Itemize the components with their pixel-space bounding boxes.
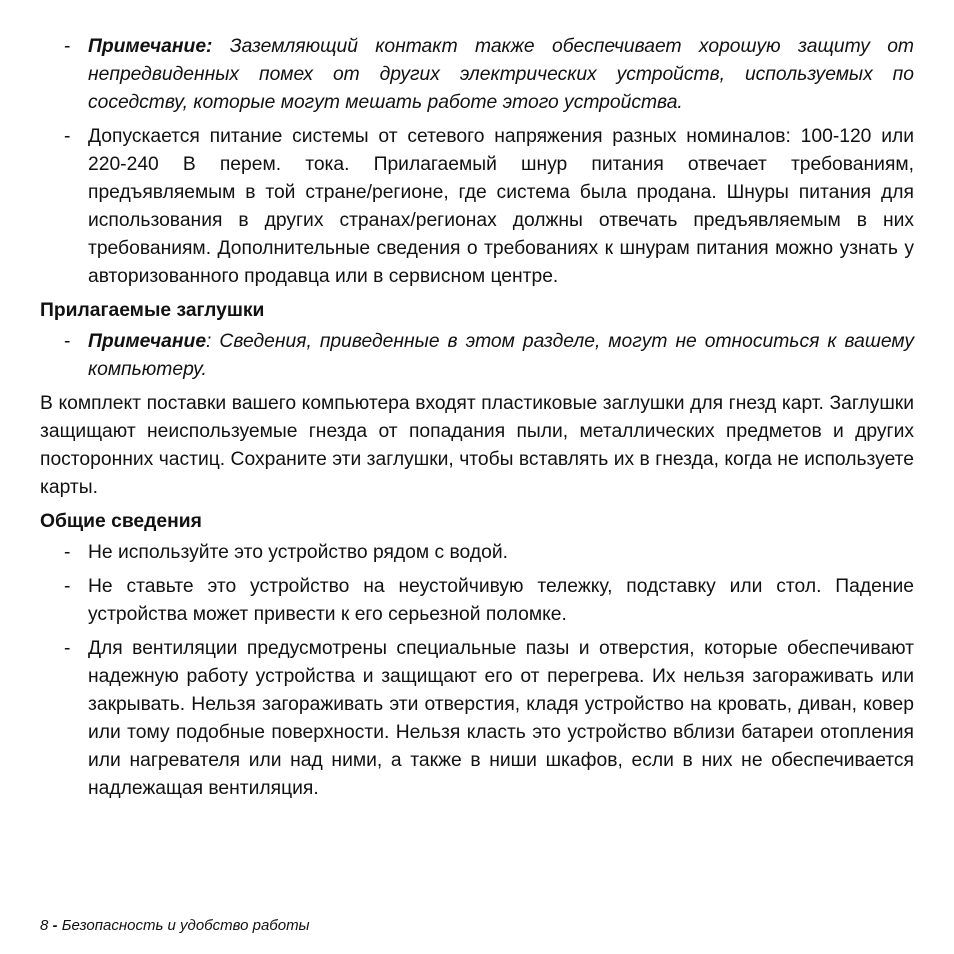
note-grounding [40, 33, 914, 117]
plugs-paragraph: В комплект поставки вашего компьютера входят пластиковые заглушки для гнезд карт. Заглушки защищают неиспользуемые гнезда от попадания пыли, металлических предметов и других посторонних частиц. Сохраните эти заглушки, чтобы вставлять их в гнезда, когда не используете карты. [40, 393, 914, 498]
list-item [40, 635, 914, 803]
bullet-dash: - [64, 331, 71, 352]
bullet-dash: - [64, 638, 71, 659]
document-page [40, 33, 914, 809]
bullet-dash: - [64, 36, 71, 57]
page-footer [40, 916, 310, 936]
list-item-text: Не ставьте это устройство на неустойчивую тележку, подставку или стол. Падение устройства может привести к его серьезной поломке. [88, 576, 914, 625]
note-label: Примечание: [88, 36, 213, 57]
note-label: Примечание [88, 331, 207, 352]
power-supply-text: Допускается питание системы от сетевого напряжения разных номиналов: 100-120 или 220-240 В перем. тока. Прилагаемый шнур питания отвечает требованиям, предъявляемым в той стране/регионе, где система была продана. Шнуры питания для использования в других странах/регионах должны отвечать предъявляемым в них требованиям. Дополнительные сведения о требованиях к шнурам питания можно узнать у авторизованного продавца или в сервисном центре. [88, 126, 914, 287]
power-supply-item [40, 123, 914, 291]
section-heading-general: Общие сведения [40, 511, 202, 532]
note-text: : Сведения, приведенные в этом разделе, могут не относиться к вашему компьютеру. [88, 331, 914, 380]
list-item [40, 539, 914, 567]
bullet-dash: - [64, 542, 71, 563]
list-item-text: Для вентиляции предусмотрены специальные пазы и отверстия, которые обеспечивают надежную работу устройства и защищают его от перегрева. Их нельзя загораживать или закрывать. Нельзя загораживать эти отверстия, кладя устройство на кровать, диван, ковер или тому подобные поверхности. Нельзя класть это устройство вблизи батареи отопления или нагревателя или над ними, а также в ниши шкафов, если в них не обеспечивается надлежащая вентиляция. [88, 638, 914, 799]
list-item [40, 573, 914, 629]
bullet-dash: - [64, 126, 71, 147]
bullet-dash: - [64, 576, 71, 597]
footer-title: Безопасность и удобство работы [61, 917, 310, 934]
footer-separator: - [48, 917, 62, 934]
section-heading-plugs: Прилагаемые заглушки [40, 300, 265, 321]
list-item-text: Не используйте это устройство рядом с водой. [88, 542, 508, 563]
page-number: 8 [40, 917, 49, 934]
note-text: Заземляющий контакт также обеспечивает хорошую защиту от непредвиденных помех от других электрических устройств, используемых по соседству, которые могут мешать работе этого устройства. [88, 36, 914, 113]
note-plugs [40, 328, 914, 384]
